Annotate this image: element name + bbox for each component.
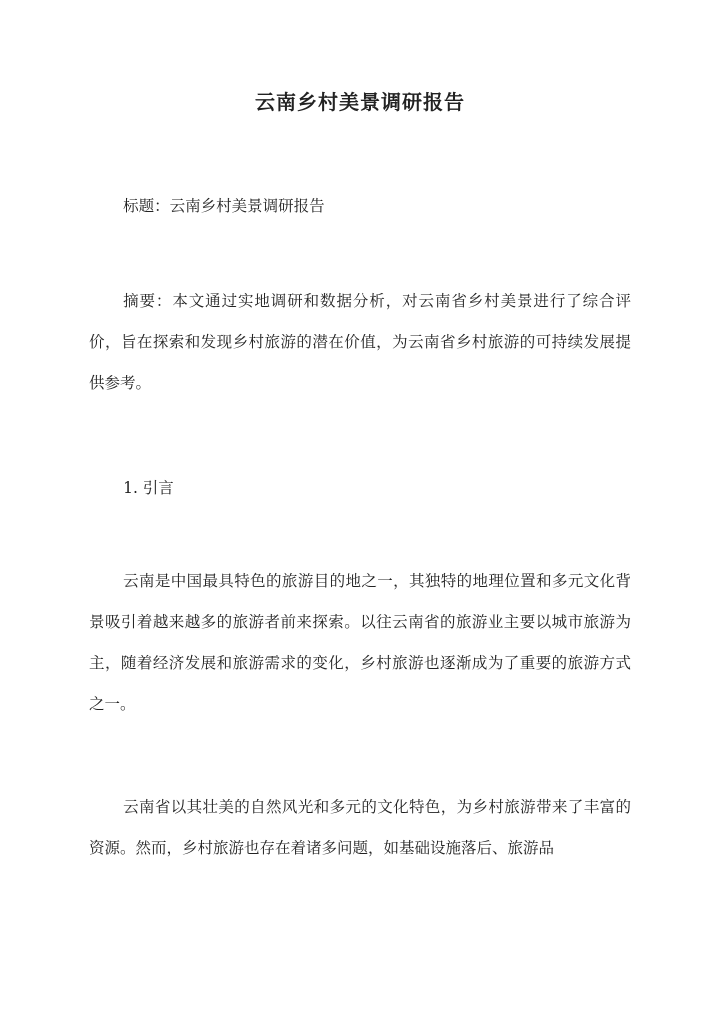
abstract [89, 281, 631, 404]
body-paragraph [89, 787, 631, 869]
paragraph-text: 云南省以其壮美的自然风光和多元的文化特色，为乡村旅游带来了丰富的资源。然而，乡村旅游也存在着诸多问题，如基础设施落后、旅游品 [89, 798, 631, 857]
section-heading-introduction [89, 468, 631, 509]
title-line-text: 标题：云南乡村美景调研报告 [123, 197, 325, 215]
abstract-text: 摘要：本文通过实地调研和数据分析，对云南省乡村美景进行了综合评价，旨在探索和发现乡村旅游的潜在价值，为云南省乡村旅游的可持续发展提供参考。 [89, 292, 631, 392]
title-line [89, 186, 631, 227]
document-title: 云南乡村美景调研报告 [255, 90, 465, 114]
section-heading-text: 1. 引言 [123, 479, 174, 497]
body-paragraph [89, 561, 631, 725]
paragraph-text: 云南是中国最具特色的旅游目的地之一，其独特的地理位置和多元文化背景吸引着越来越多的旅游者前来探索。以往云南省的旅游业主要以城市旅游为主，随着经济发展和旅游需求的变化，乡村旅游也逐渐成为了重要的旅游方式之一。 [89, 572, 631, 713]
